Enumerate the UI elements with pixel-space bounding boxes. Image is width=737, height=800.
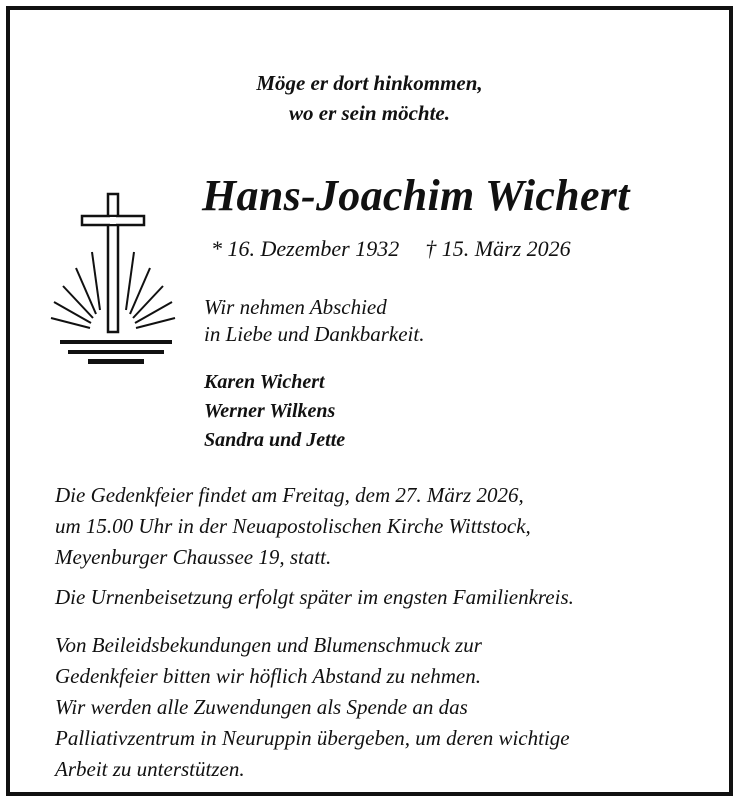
farewell-line: in Liebe und Dankbarkeit. <box>204 322 425 346</box>
memorial-quote <box>10 68 729 128</box>
donation-line: Palliativzentrum in Neuruppin übergeben, um deren wichtige <box>55 726 570 750</box>
cross-sunrise-icon <box>48 190 183 372</box>
obituary-notice <box>6 6 733 796</box>
ceremony-line: Meyenburger Chaussee 19, statt. <box>55 545 332 569</box>
donation-line: Von Beileidsbekundungen und Blumenschmuck zur <box>55 633 482 657</box>
burial-paragraph <box>55 582 705 613</box>
death-date: † 15. März 2026 <box>425 236 571 261</box>
farewell-line: Wir nehmen Abschied <box>204 295 387 319</box>
donation-paragraph <box>55 630 705 785</box>
mourner-name: Karen Wichert <box>204 371 325 393</box>
deceased-name: Hans-Joachim Wichert <box>202 171 630 220</box>
farewell-text <box>204 294 424 348</box>
life-dates <box>211 236 571 262</box>
mourner-name: Sandra und Jette <box>204 429 346 451</box>
donation-line: Wir werden alle Zuwendungen als Spende an das <box>55 695 468 719</box>
ceremony-paragraph <box>55 480 705 573</box>
quote-line: wo er sein möchte. <box>289 101 450 125</box>
donation-line: Arbeit zu unterstützen. <box>55 757 245 781</box>
birth-date: * 16. Dezember 1932 <box>211 236 400 261</box>
quote-line: Möge er dort hinkommen, <box>256 71 483 95</box>
burial-line: Die Urnenbeisetzung erfolgt später im engsten Familienkreis. <box>55 585 574 609</box>
donation-line: Gedenkfeier bitten wir höflich Abstand zu nehmen. <box>55 664 481 688</box>
mourners-list <box>204 368 345 455</box>
ceremony-line: um 15.00 Uhr in der Neuapostolischen Kirche Wittstock, <box>55 514 531 538</box>
ceremony-line: Die Gedenkfeier findet am Freitag, dem 27. März 2026, <box>55 483 524 507</box>
mourner-name: Werner Wilkens <box>204 400 336 422</box>
